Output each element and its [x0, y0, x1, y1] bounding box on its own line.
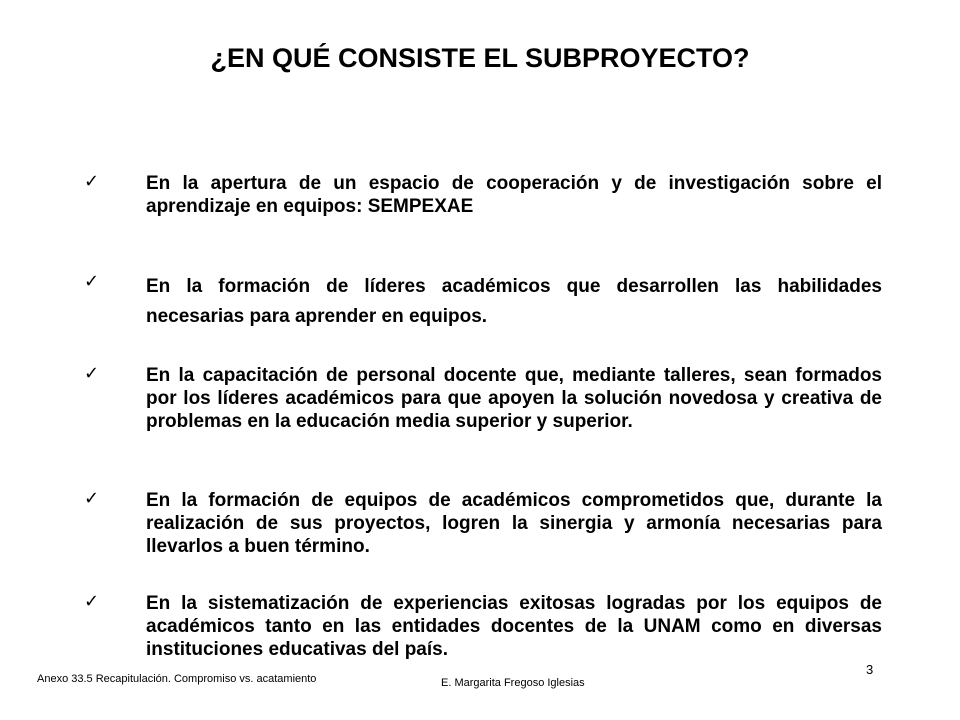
checkmark-icon: ✓: [84, 271, 100, 292]
page-number: 3: [866, 662, 874, 677]
checkmark-icon: ✓: [84, 171, 100, 192]
checkmark-icon: ✓: [84, 363, 100, 384]
bullet-text: En la apertura de un espacio de cooperación y de investigación sobre el aprendizaje en equipos: SEMPEXAE: [146, 173, 882, 217]
bullet-text: En la formación de equipos de académicos comprometidos que, durante la realización de sus proyectos, logren la sinergia y armonía necesarias para llevarlos a buen término.: [146, 490, 882, 557]
footer-annex-note: Anexo 33.5 Recapitulación. Compromiso vs. acatamiento: [37, 673, 317, 685]
footer-author: E. Margarita Fregoso Iglesias: [441, 677, 585, 689]
bullet-text: En la formación de líderes académicos que desarrollen las habilidades necesarias para aprender en equipos.: [146, 276, 882, 327]
bullet-text: En la capacitación de personal docente que, mediante talleres, sean formados por los líderes académicos para que apoyen la solución novedosa y creativa de problemas en la educación media superior y superior.: [146, 365, 882, 432]
checkmark-icon: ✓: [84, 591, 100, 612]
checkmark-icon: ✓: [84, 488, 100, 509]
bullet-text: En la sistematización de experiencias exitosas logradas por los equipos de académicos tanto en las entidades docentes de la UNAM como en diversas instituciones educativas del país.: [146, 593, 882, 660]
slide-title: ¿EN QUÉ CONSISTE EL SUBPROYECTO?: [210, 43, 750, 73]
